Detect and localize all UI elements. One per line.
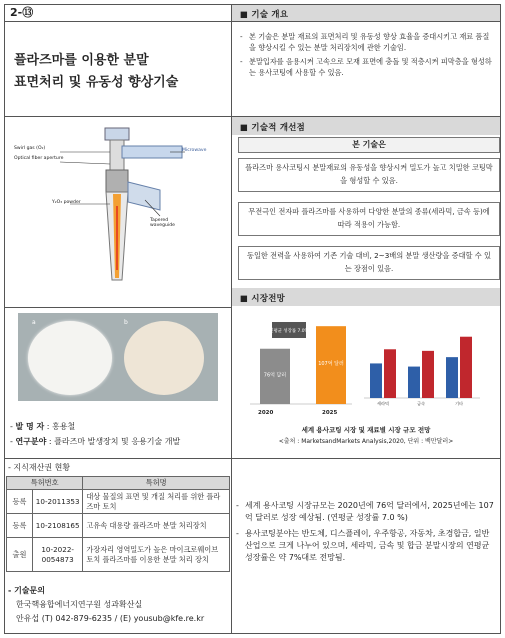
market-heading: ■ 시장전망	[240, 293, 285, 303]
contact-org: 한국핵융합에너지연구원 성과확산실	[16, 600, 143, 609]
photo-label-b: b	[124, 319, 128, 326]
improvement-item: 플라즈마 용사코팅시 분말재료의 유동성을 향상시켜 밀도가 높고 치밀한 코팅막을 형성할 수 있음.	[238, 158, 500, 192]
contact-heading: - 기술문의	[8, 586, 46, 595]
annotation-label: 연평균 성장률 7.0%	[269, 329, 309, 334]
contact-details: 안유섭 (T) 042-879-6235 / (E) yousub@kfe.re.kr	[16, 614, 205, 623]
ip-col-number: 특허번호	[7, 477, 83, 490]
chart-source: <출처 : MarketsandMarkets Analysis,2020, 단위 : 백만달러>	[278, 438, 454, 445]
category-label: 세라믹	[376, 401, 390, 406]
section-number: 2-⑬	[10, 6, 34, 19]
inventor-info	[10, 421, 180, 448]
bar	[446, 357, 458, 398]
overview-heading: ■ 기술 개요	[240, 9, 289, 19]
field-row: - 연구분야 : 플라즈마 발생장치 및 응용기술 개발	[10, 437, 181, 446]
diagram-label: Optical fiber aperture	[14, 156, 64, 161]
powder-sample-a	[28, 321, 112, 395]
inventor-row: - 발 명 자 : 홍용철	[10, 422, 76, 431]
bar	[422, 351, 434, 398]
page-title	[14, 50, 178, 94]
improvement-item: 동일한 전력을 사용하여 기존 기술 대비, 2~3배의 분말 생산량을 증대할 수 있는 장점이 있음.	[238, 246, 500, 280]
improvement-item: 무전극인 전자파 플라즈마를 사용하여 다양한 분말의 종류(세라믹, 금속 등)에 따라 적용이 가능함.	[238, 202, 500, 236]
bar	[384, 349, 396, 398]
market-bullets	[236, 500, 494, 564]
photo-label-a: a	[32, 319, 36, 326]
diagram-label: Swirl gas (O₂)	[14, 146, 46, 151]
overview-bullets	[240, 31, 494, 78]
overview-bullet: - 본 기술은 분말 재료의 표면처리 및 유동성 향상 효율을 증대시키고 재료 품질을 향상시킬 수 있는 분말 처리장치에 관한 기술임.	[240, 32, 490, 52]
contact-info	[8, 585, 204, 625]
chart-year-label: 2020	[258, 410, 274, 416]
diagram-label: Y₂O₃ powder	[52, 200, 81, 205]
category-label: 금속	[416, 401, 426, 406]
market-chart-total	[246, 312, 356, 412]
powder-photo	[18, 313, 218, 401]
data-label: 107억 달러	[318, 361, 344, 368]
data-label: 76억 달러	[263, 372, 287, 379]
table-row: 등록 10-2011353 대상 물질의 표면 및 개질 처리를 위한 플라즈마 토치	[7, 490, 230, 514]
bar	[370, 363, 382, 398]
diagram-label: Tapered waveguide	[150, 218, 175, 228]
market-bullet: - 세계 용사코팅 시장규모는 2020년에 76억 달러에서, 2025년에는 107억 달러로 성장 예상됨. (연평균 성장률 7.0 %)	[236, 501, 494, 522]
category-label: 기타	[454, 401, 464, 406]
plasma-torch-diagram	[10, 120, 226, 304]
improvements-heading: ■ 기술적 개선점	[240, 122, 305, 132]
title-line-2: 표면처리 및 유동성 향상기술	[14, 75, 179, 90]
table-row: 출원 10-2022-0054873 가장자리 영역밀도가 높은 마이크로웨이브 토치 플라즈마를 이용한 분말 처리 장치	[7, 538, 230, 572]
chart-year-label: 2025	[322, 410, 338, 416]
table-row: 등록 10-2108165 고유속 대용량 플라즈마 분말 처리장치	[7, 514, 230, 538]
title-line-1: 플라즈마를 이용한 분말	[14, 53, 149, 68]
ip-heading: - 지식재산권 현황	[8, 463, 71, 472]
market-chart-materials	[360, 312, 492, 412]
diagram-label: Microwave	[182, 148, 207, 153]
powder-sample-b	[124, 321, 204, 395]
improvements-subheading: 본 기술은	[238, 137, 500, 153]
ip-table	[6, 476, 230, 572]
ip-col-name: 특허명	[83, 477, 230, 490]
bar	[460, 337, 472, 398]
chart-caption: 세계 용사코팅 시장 및 재료별 시장 규모 전망	[301, 426, 431, 434]
bar	[408, 367, 420, 398]
market-bullet: - 용사코팅분야는 반도체, 디스플레이, 우주항공, 자동차, 초경합금, 일반산업으로 크게 나누어 있으며, 세라믹, 금속 및 합금 분말시장의 연평균 성장률은 약 7%대로 전망됨.	[236, 529, 490, 562]
overview-bullet: - 분말입자를 음용시켜 고속으로 모재 표면에 충돌 및 적층시켜 피막층을 형성하는 용사코팅에 사용할 수 있음.	[240, 57, 492, 77]
